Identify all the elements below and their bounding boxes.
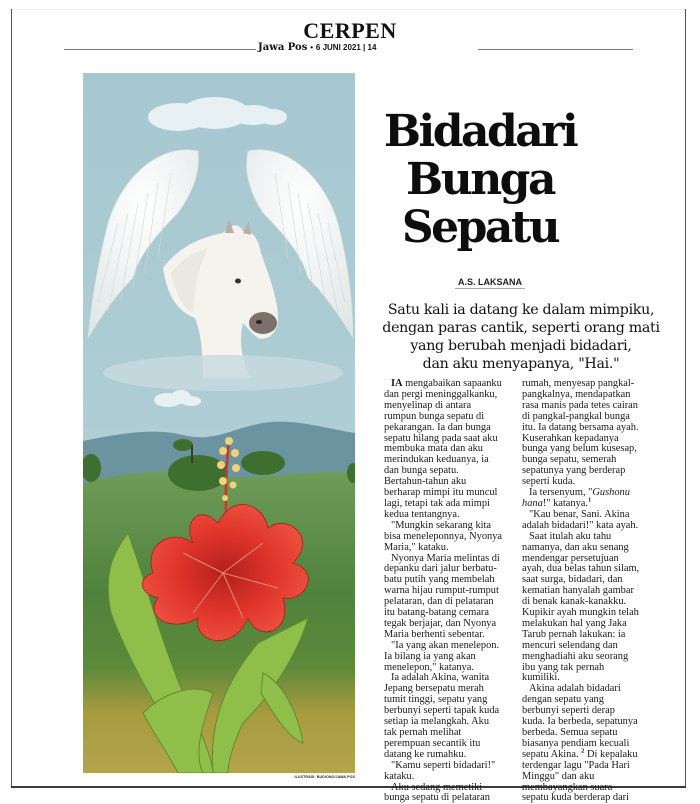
text-line: saat surga, bidadari, dan <box>522 574 623 586</box>
text-line: merindukan keduanya, ia <box>384 454 489 466</box>
page-border-right <box>685 9 686 787</box>
lede-line: Satu kali ia datang ke dalam mimpiku, <box>387 302 655 318</box>
text-line: Ia adalah Akina, wanita <box>391 672 490 684</box>
section-rubric: CERPEN <box>303 18 397 43</box>
text-line: kumiliki. <box>522 672 560 684</box>
title-line: Bunga <box>406 154 554 205</box>
text-line: tak pernah melihat <box>384 727 462 738</box>
text-line: sepatunya yang berderap <box>522 465 626 477</box>
text-line: kedua tentangnya. <box>384 508 460 520</box>
text-line: bunga sepatu di pelataran <box>384 792 490 804</box>
lede-line: dan aku menyapanya, "Hai." <box>422 356 620 372</box>
page-border-left <box>11 9 12 787</box>
text-line: menyelinap di antara <box>384 399 472 411</box>
text-line: namanya, dan aku senang <box>522 541 629 553</box>
text-line: perempuan secantik itu <box>384 737 481 749</box>
text-line: Akina adalah bidadari <box>529 683 621 695</box>
text-line: menghadiahi aku seorang <box>522 650 629 662</box>
paragraph <box>522 532 655 685</box>
text-line: sepatu kuda berderap dari <box>522 792 630 804</box>
text-line: lagi, tetapi tak ada mimpi <box>384 497 490 509</box>
body-column-1 <box>384 379 517 804</box>
text-line: berbunyi seperti derap <box>522 705 615 717</box>
text-line: dan pergi meninggalkanku, <box>384 388 498 400</box>
text-line: Maria," kataku. <box>384 541 449 553</box>
text-line: warna hijau rumput-rumput <box>384 585 499 597</box>
text-line: terdengar lagu "Pada Hari <box>522 759 630 771</box>
text-line: biasanya pendiam kecuali <box>522 737 630 749</box>
text-line: berbunyi seperti tapak kuda <box>384 705 500 717</box>
footnote-marker: 1 <box>588 496 592 504</box>
page-top-edge <box>11 9 686 10</box>
text-line: pangkalnya, mendapatkan <box>522 388 631 400</box>
publication-name: Jawa Pos <box>258 42 308 53</box>
paragraph <box>384 641 517 674</box>
paragraph <box>384 673 517 760</box>
text-run: Ia tersenyum, " <box>529 487 593 499</box>
text-line: Aku sedang memetiki <box>391 781 483 793</box>
text-line: "Mungkin sekarang kita <box>391 519 492 531</box>
text-line: bunga yang belum kusesap, <box>522 443 637 455</box>
text-line: pelataran, dan di pelataran <box>384 596 494 608</box>
italic-text: hana <box>522 497 543 509</box>
text-line: "Ia yang akan menelepon. <box>391 639 500 651</box>
text-line: itu. Ia datang bersama ayah. <box>522 421 639 433</box>
paragraph <box>522 488 655 510</box>
body-column-2 <box>522 379 655 804</box>
text-line: Tarub pernah lakukan: ia <box>522 628 626 640</box>
text-line: bunga sepatu, semerah <box>522 454 617 466</box>
lead-word: IA <box>391 378 403 389</box>
header-rule-right <box>478 49 633 50</box>
header-rule-left <box>64 49 256 50</box>
text-run: sepatu Akina. <box>522 748 582 760</box>
text-line: membayangkan suara <box>522 781 613 793</box>
publication-date-page: 6 JUNI 2021 | 14 <box>315 43 377 52</box>
text-line: rasa manis pada tetes cairan <box>522 399 638 411</box>
text-line: di benak kanak-kanakku. <box>522 596 627 608</box>
masthead-line <box>258 42 376 53</box>
paragraph <box>384 554 517 641</box>
text-line: membuka mata dan aku <box>384 443 483 455</box>
title-line: Bidadari <box>383 106 577 157</box>
author-byline: A.S. LAKSANA <box>455 277 525 289</box>
text-line: batu putih yang membelah <box>384 574 495 586</box>
text-run: !" katanya. <box>542 497 588 509</box>
text-line: Kuserahkan kepadanya <box>522 432 619 444</box>
masthead-separator: • <box>310 43 314 52</box>
paragraph <box>384 783 517 804</box>
text-line: Ia bilang ia yang akan <box>384 650 476 662</box>
text-line: seperti kuda. <box>522 476 576 488</box>
text-line: itu batang-batang cemara <box>384 607 490 619</box>
text-line: menelepon," katanya. <box>384 661 474 673</box>
text-line: "Kau benar, Sani. Akina <box>529 508 630 520</box>
text-line: dan bunga sepatu. <box>384 465 459 477</box>
text-line: mencuri selendang dan <box>522 639 618 651</box>
story-illustration <box>83 73 355 773</box>
text-line: mendengar persetujuan <box>522 552 619 564</box>
lede-line: yang berubah menjadi bidadari, <box>410 338 632 354</box>
text-line: kematian hanyalah gambar <box>522 585 634 597</box>
story-title <box>370 108 590 252</box>
title-line: Sepatu <box>401 202 559 253</box>
text-line: di pangkal-pangkal bunga <box>522 410 630 422</box>
story-lede <box>362 301 680 373</box>
text-line: ibu yang tak pernah <box>522 661 605 673</box>
paragraph <box>384 761 517 783</box>
text-line: Minggu" dan aku <box>522 770 595 782</box>
lede-line: dengan paras cantik, seperti orang mati <box>382 320 660 336</box>
paragraph <box>384 521 517 554</box>
footnote-marker: 2 <box>581 747 585 755</box>
mist <box>103 355 343 391</box>
illustration-credit: ILUSTRASI: BUDIONO/JAWA POS <box>294 775 355 779</box>
text-line: Kupikir ayah mungkin telah <box>522 607 639 619</box>
text-line: Bertahun-tahun aku <box>384 476 467 488</box>
text-line: rumah, menyesap pangkal- <box>522 378 635 389</box>
text-line: Jepang bersepatu merah <box>384 683 484 695</box>
text-line: kuda. Ia berbeda, sepatunya <box>522 716 638 728</box>
text-line: berbeda. Semua sepatu <box>522 727 618 738</box>
text-line: datang ke rumahku. <box>384 748 467 760</box>
text-line: pekarangan. Ia dan bunga <box>384 421 491 433</box>
text-line: Nyonya Maria melintas di <box>391 552 500 564</box>
paragraph <box>522 510 655 532</box>
text-line: adalah bidadari!" kata ayah. <box>522 519 639 531</box>
text-run: Di kepalaku <box>584 748 638 760</box>
italic-text: Gushonu <box>592 487 630 499</box>
text-line: sepatu hilang pada saat aku <box>384 432 498 444</box>
text-line: rumpun bunga sepatu di <box>384 410 485 422</box>
text-line: melakukan hal yang Jaka <box>522 617 627 629</box>
text-line: tegak berjajar, dan Nyonya <box>384 617 497 629</box>
text-line: tumit tinggi, sepatu yang <box>384 694 488 706</box>
text-line: depanku dari jalur berbatu- <box>384 563 497 575</box>
paragraph <box>522 684 655 804</box>
text-line: setiap ia melangkah. Aku <box>384 716 490 728</box>
text-line: dengan sepatu yang <box>522 694 604 706</box>
text-line: berharap mimpi itu muncul <box>384 487 498 499</box>
text-line: "Kamu seperti bidadari!" <box>391 759 496 771</box>
text-line: bisa meneleponnya, Nyonya <box>384 530 503 542</box>
text-run: mengabaikan sapaanku <box>405 378 502 389</box>
paragraph <box>384 379 517 521</box>
text-line: kataku. <box>384 770 415 782</box>
text-line: Saat itulah aku tahu <box>529 530 612 542</box>
paragraph <box>522 379 655 488</box>
text-line: Maria berhenti sebentar. <box>384 628 485 640</box>
text-line: ayah, dua belas tahun silam, <box>522 563 640 575</box>
